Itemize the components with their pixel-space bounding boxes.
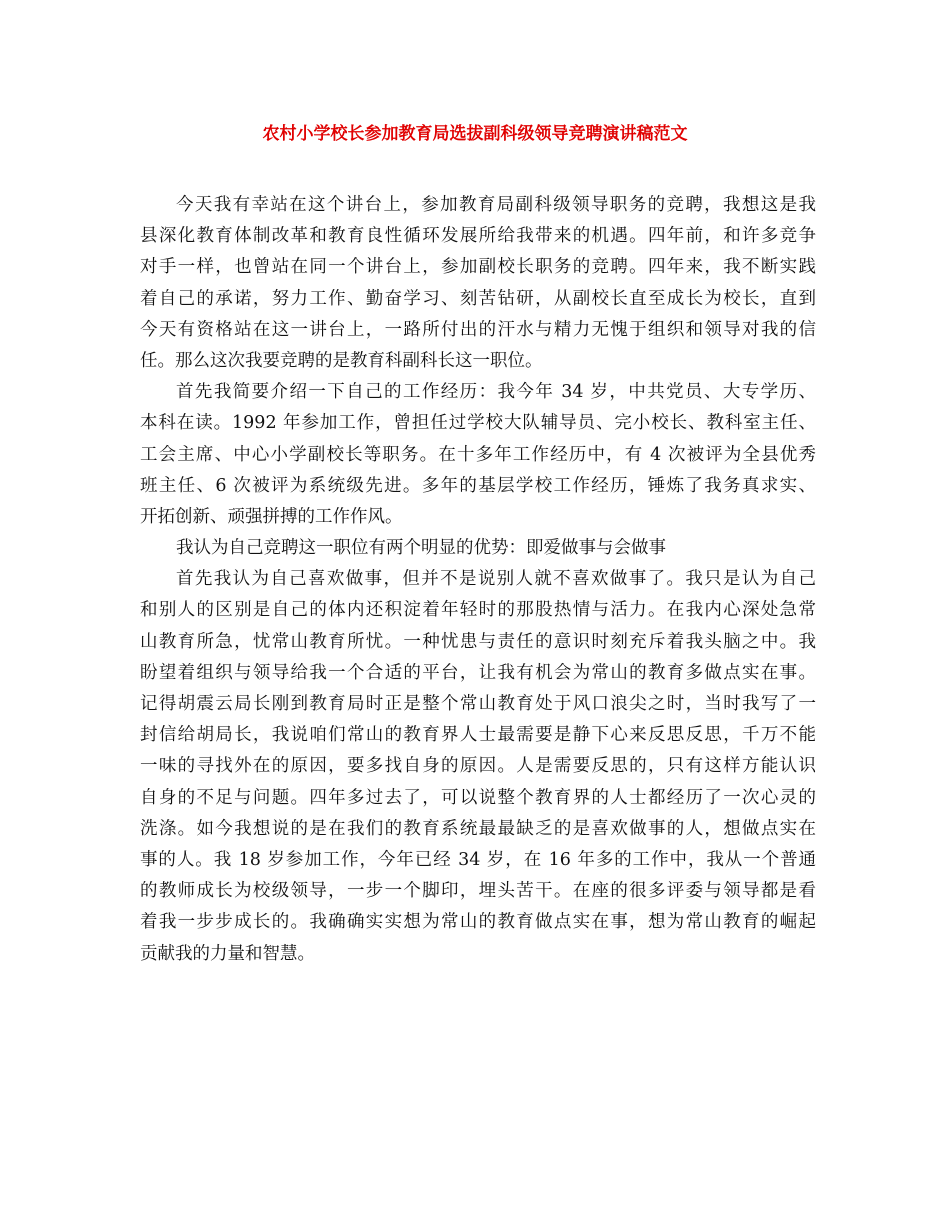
text-line: 封信给胡局长，我说咱们常山的教育界人士最需要是静下心来反思反思，千万不能 <box>140 725 816 746</box>
paragraph-2 <box>140 377 816 533</box>
text-line: 我认为自己竞聘这一职位有两个明显的优势：即爱做事与会做事 <box>176 538 666 559</box>
text-line: 开拓创新、顽强拼搏的工作作风。 <box>140 506 403 527</box>
text-line: 事的人。我 18 岁参加工作，今年已经 34 岁，在 16 年多的工作中，我从一个普通 <box>140 849 816 870</box>
text-line: 和别人的区别是自己的体内还积淀着年轻时的那股热情与活力。在我内心深处急常 <box>140 600 816 621</box>
text-line: 班主任、6 次被评为系统级先进。多年的基层学校工作经历，锤炼了我务真求实、 <box>140 475 816 496</box>
text-line: 工会主席、中心小学副校长等职务。在十多年工作经历中，有 4 次被评为全县优秀 <box>140 444 816 465</box>
text-line: 首先我认为自己喜欢做事，但并不是说别人就不喜欢做事了。我只是认为自己 <box>176 569 816 590</box>
text-line: 县深化教育体制改革和教育良性循环发展所给我带来的机遇。四年前，和许多竞争 <box>140 226 816 247</box>
text-line: 山教育所急，忧常山教育所忧。一种忧患与责任的意识时刻充斥着我头脑之中。我 <box>140 631 816 652</box>
text-line: 首先我简要介绍一下自己的工作经历：我今年 34 岁，中共党员、大专学历、 <box>176 382 816 403</box>
text-line: 着自己的承诺，努力工作、勤奋学习、刻苦钻研，从副校长直至成长为校长，直到 <box>140 288 816 309</box>
text-line: 着我一步步成长的。我确确实实想为常山的教育做点实在事，想为常山教育的崛起 <box>140 912 816 933</box>
text-line: 任。那么这次我要竞聘的是教育科副科长这一职位。 <box>140 350 543 371</box>
text-line: 洗涤。如今我想说的是在我们的教育系统最最缺乏的是喜欢做事的人，想做点实在 <box>140 818 816 839</box>
paragraph-4 <box>140 564 816 969</box>
text-line: 一味的寻找外在的原因，要多找自身的原因。人是需要反思的，只有这样方能认识 <box>140 756 816 777</box>
text-line: 今天我有幸站在这个讲台上，参加教育局副科级领导职务的竞聘，我想这是我 <box>176 195 816 215</box>
text-line: 自身的不足与问题。四年多过去了，可以说整个教育界的人士都经历了一次心灵的 <box>140 787 816 808</box>
text-line: 本科在读。1992 年参加工作，曾担任过学校大队辅导员、完小校长、教科室主任、 <box>140 413 816 434</box>
document-title: 农村小学校长参加教育局选拔副科级领导竞聘演讲稿范文 <box>262 124 688 144</box>
text-line: 贡献我的力量和智慧。 <box>140 943 315 964</box>
text-line: 盼望着组织与领导给我一个合适的平台，让我有机会为常山的教育多做点实在事。 <box>140 662 816 683</box>
paragraph-1 <box>140 190 816 377</box>
text-line: 的教师成长为校级领导，一步一个脚印，埋头苦干。在座的很多评委与领导都是看 <box>140 881 816 902</box>
text-line: 记得胡震云局长刚到教育局时正是整个常山教育处于风口浪尖之时，当时我写了一 <box>140 694 816 714</box>
text-line: 对手一样，也曾站在同一个讲台上，参加副校长职务的竞聘。四年来，我不断实践 <box>140 257 816 278</box>
text-line: 今天有资格站在这一讲台上，一路所付出的汗水与精力无愧于组织和领导对我的信 <box>140 319 816 340</box>
document-body <box>140 190 816 970</box>
paragraph-3 <box>140 533 816 564</box>
